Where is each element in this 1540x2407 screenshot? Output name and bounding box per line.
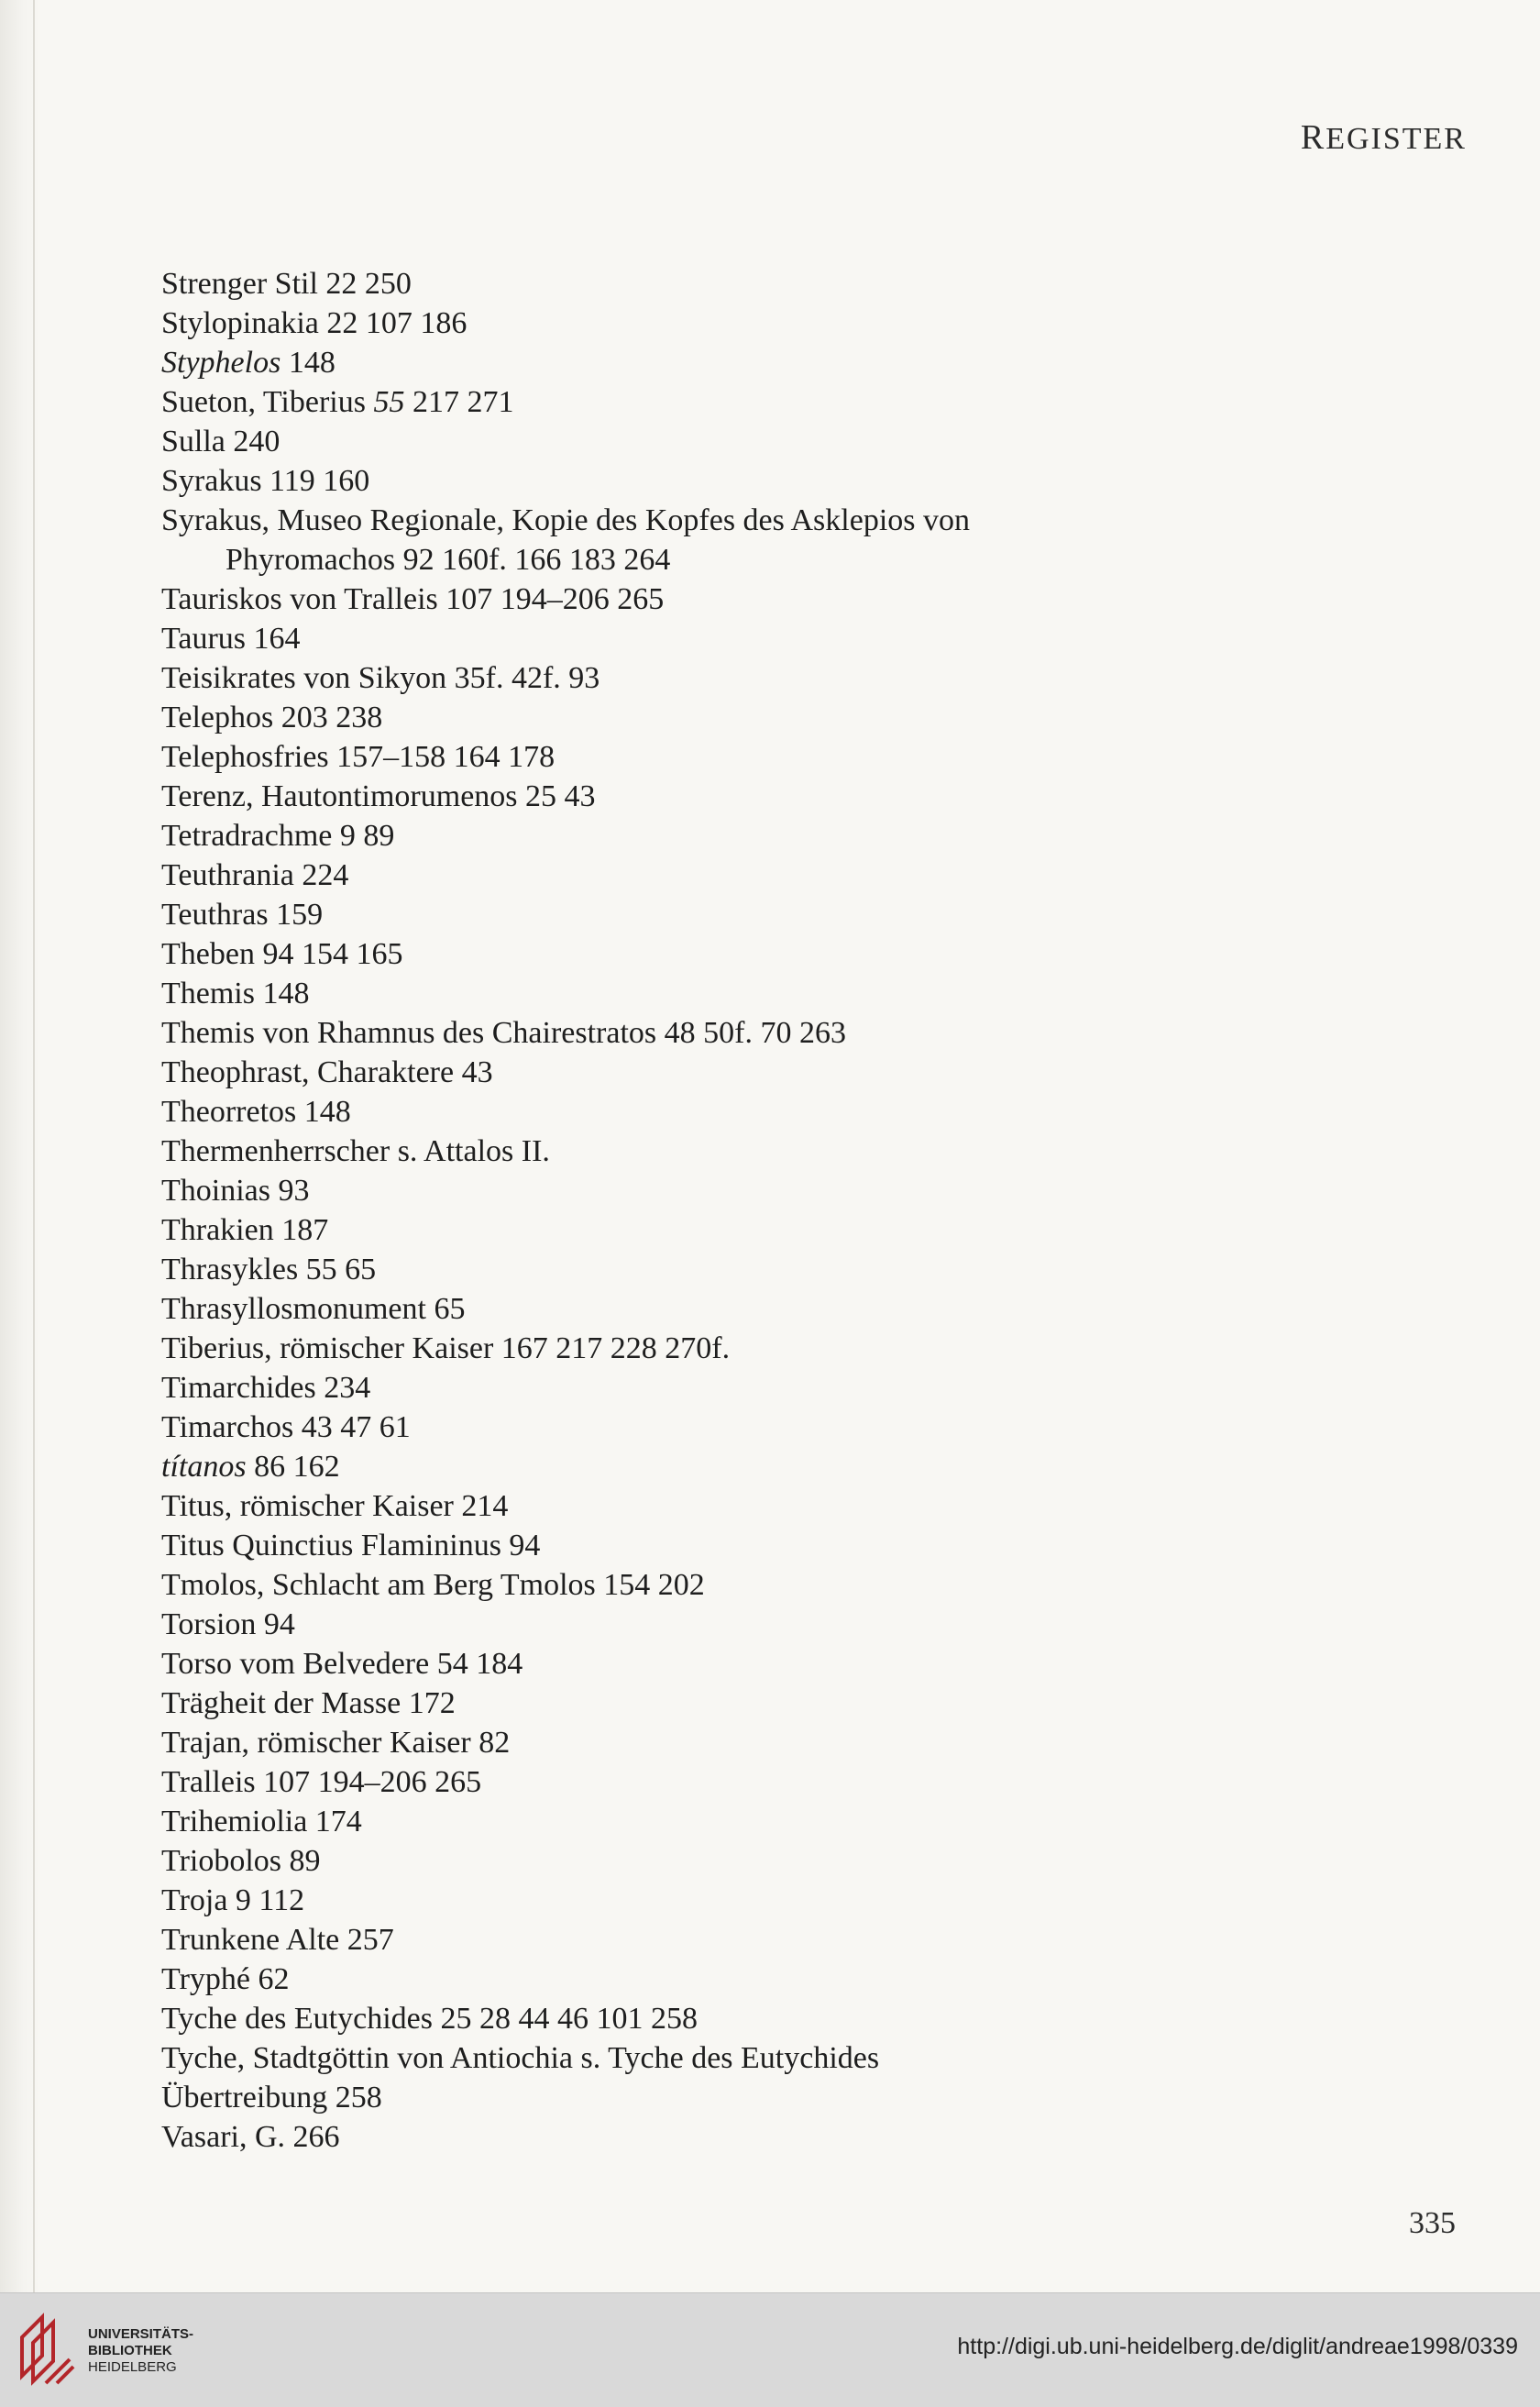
- index-entry: [161, 1486, 1298, 1526]
- entry-text: Terenz, Hautontimorumenos 25 43: [161, 779, 596, 813]
- entry-text: Tauriskos von Tralleis 107 194–206 265: [161, 582, 665, 616]
- index-entry: [161, 1447, 1298, 1486]
- entry-text: Triobolos 89: [161, 1844, 321, 1878]
- index-entry: [161, 658, 1298, 698]
- entry-text: Trajan, römischer Kaiser 82: [161, 1726, 511, 1760]
- entry-page-italic: 55: [373, 385, 405, 419]
- entry-text: Thrasyllosmonument 65: [161, 1292, 466, 1326]
- index-entry: [161, 777, 1298, 816]
- entry-text: Torso vom Belvedere 54 184: [161, 1647, 523, 1681]
- entry-text: Theorretos 148: [161, 1095, 351, 1129]
- entry-text: Timarchos 43 47 61: [161, 1410, 411, 1444]
- index-entry: [161, 2117, 1298, 2157]
- entry-text: Tralleis 107 194–206 265: [161, 1765, 482, 1799]
- entry-text: Troja 9 112: [161, 1883, 305, 1917]
- page-number: 335: [1409, 2206, 1456, 2240]
- entry-text: Tyche des Eutychides 25 28 44 46 101 258: [161, 2002, 698, 2036]
- index-entry: [161, 1881, 1298, 1920]
- index-entry: [161, 1762, 1298, 1802]
- entry-text: Telephosfries 157–158 164 178: [161, 740, 556, 774]
- entry-text: Thrasykles 55 65: [161, 1253, 377, 1286]
- entry-text: Titus Quinctius Flamininus 94: [161, 1529, 541, 1562]
- index-entry: [161, 1368, 1298, 1408]
- index-entry: [161, 619, 1298, 658]
- entry-text: Themis von Rhamnus des Chairestratos 48 50f. 70 263: [161, 1016, 846, 1050]
- viewer-footer: [0, 2292, 1540, 2407]
- permalink-url[interactable]: http://digi.ub.uni-heidelberg.de/diglit/andreae1998/0339: [957, 2334, 1518, 2359]
- entry-text: Sulla 240: [161, 425, 280, 458]
- index-entry: [161, 816, 1298, 856]
- entry-text: Tetradrachme 9 89: [161, 819, 395, 853]
- entry-text: Thrakien 187: [161, 1213, 329, 1247]
- index-entry: [161, 1920, 1298, 1960]
- index-entry: [161, 1723, 1298, 1762]
- index-entry: [161, 264, 1298, 304]
- entry-text: Thermenherrscher s. Attalos II.: [161, 1134, 550, 1168]
- library-name-line-2: BIBLIOTHEK: [88, 2343, 172, 2358]
- running-head-initial: R: [1300, 118, 1326, 157]
- index-entry: [161, 2078, 1298, 2117]
- entry-pages: 217 271: [404, 385, 514, 419]
- entry-text: Theben 94 154 165: [161, 937, 403, 971]
- entry-text: Tmolos, Schlacht am Berg Tmolos 154 202: [161, 1568, 705, 1602]
- entry-text: Strenger Stil 22 250: [161, 267, 412, 301]
- entry-text: Thoinias 93: [161, 1174, 310, 1208]
- index-entry: [161, 1289, 1298, 1329]
- index-entry: [161, 304, 1298, 343]
- index-entry: [161, 895, 1298, 934]
- entry-text: Telephos 203 238: [161, 701, 383, 734]
- entry-text: Timarchides 234: [161, 1371, 371, 1405]
- index-entry: [161, 737, 1298, 777]
- library-name: [88, 2326, 193, 2376]
- entry-text: Taurus 164: [161, 622, 301, 656]
- running-head: [1301, 117, 1467, 158]
- entry-text: Theophrast, Charaktere 43: [161, 1055, 493, 1089]
- index-list: [161, 264, 1298, 2157]
- entry-text: Teuthras 159: [161, 898, 324, 932]
- index-entry: [161, 1684, 1298, 1723]
- index-entry: [161, 501, 1298, 580]
- index-entry: [161, 1565, 1298, 1605]
- index-entry: [161, 1013, 1298, 1053]
- index-entry: [161, 461, 1298, 501]
- index-entry: [161, 1210, 1298, 1250]
- entry-text: Tiberius, römischer Kaiser 167 217 228 270f.: [161, 1331, 731, 1365]
- index-entry: [161, 343, 1298, 382]
- index-entry: [161, 1132, 1298, 1171]
- index-entry: [161, 1999, 1298, 2038]
- library-name-line-1: UNIVERSITÄTS-: [88, 2326, 194, 2342]
- entry-text: Torsion 94: [161, 1607, 295, 1641]
- entry-text: Teisikrates von Sikyon 35f. 42f. 93: [161, 661, 600, 695]
- index-entry: [161, 2038, 1298, 2078]
- entry-text: Trunkene Alte 257: [161, 1923, 394, 1957]
- entry-text: Titus, römischer Kaiser 214: [161, 1489, 509, 1523]
- spine-fold-line: [33, 0, 35, 2292]
- index-entry: [161, 1960, 1298, 1999]
- index-entry: [161, 1329, 1298, 1368]
- entry-pages: 86 162: [246, 1450, 340, 1484]
- index-entry: [161, 1644, 1298, 1684]
- entry-text: Themis 148: [161, 977, 310, 1010]
- index-entry: [161, 1171, 1298, 1210]
- index-entry: [161, 974, 1298, 1013]
- entry-text: Tryphé 62: [161, 1962, 290, 1996]
- entry-text: Syrakus, Museo Regionale, Kopie des Kopfes des Asklepios von: [161, 503, 971, 537]
- entry-term-italic: títanos: [161, 1450, 247, 1484]
- entry-text: Tyche, Stadtgöttin von Antiochia s. Tyche des Eutychides: [161, 2041, 880, 2075]
- index-entry: [161, 1250, 1298, 1289]
- index-entry: [161, 1605, 1298, 1644]
- index-entry: [161, 1802, 1298, 1841]
- entry-text: Trägheit der Masse 172: [161, 1686, 456, 1720]
- library-name-line-3: HEIDELBERG: [88, 2359, 177, 2375]
- entry-text: Trihemiolia 174: [161, 1805, 362, 1838]
- index-entry: [161, 698, 1298, 737]
- index-entry: [161, 422, 1298, 461]
- entry-text: Sueton, Tiberius: [161, 385, 374, 419]
- entry-term-italic: Styphelos: [161, 346, 281, 380]
- index-entry: [161, 580, 1298, 619]
- index-entry: [161, 1841, 1298, 1881]
- entry-text: Vasari, G. 266: [161, 2120, 340, 2154]
- entry-text: Teuthrania 224: [161, 858, 349, 892]
- running-head-rest: EGISTER: [1326, 122, 1467, 156]
- index-entry: [161, 856, 1298, 895]
- entry-text: Syrakus 119 160: [161, 464, 370, 498]
- index-entry: [161, 1526, 1298, 1565]
- entry-continuation: Phyromachos 92 160f. 166 183 264: [226, 543, 671, 577]
- entry-text: Stylopinakia 22 107 186: [161, 306, 468, 340]
- index-entry: [161, 934, 1298, 974]
- library-logo-icon: [15, 2310, 79, 2387]
- entry-text: Übertreibung 258: [161, 2081, 382, 2114]
- index-entry: [161, 1053, 1298, 1092]
- index-entry: [161, 1092, 1298, 1132]
- index-entry: [161, 382, 1298, 422]
- index-entry: [161, 1408, 1298, 1447]
- entry-pages: 148: [280, 346, 336, 380]
